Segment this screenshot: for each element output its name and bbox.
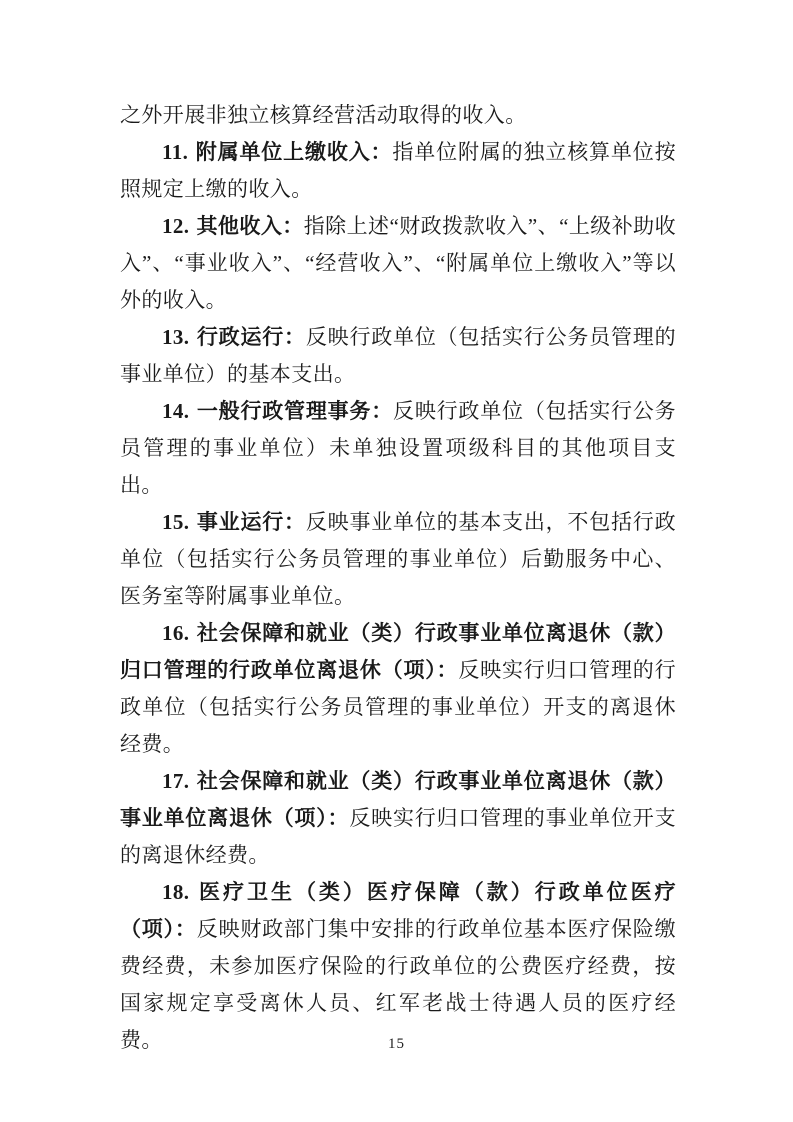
item-definition: 反映事业单位的基本支出，不包括行政单位（包括实行公务员管理的事业单位）后勤服务中心、医务室等附属事业单位。 [120, 510, 676, 608]
item-definition: 指单位附属的独立核算单位按照规定上缴的收入。 [120, 140, 676, 201]
item-number: 17. [162, 769, 190, 793]
item-number: 14. [162, 399, 190, 423]
item-definition: 指除上述“财政拨款收入”、“上级补助收入”、“事业收入”、“经营收入”、“附属单位上缴收入”等以外的收入。 [120, 214, 677, 312]
item-number: 13. [162, 325, 190, 349]
glossary-item-11 [120, 134, 676, 208]
glossary-item-16 [120, 615, 676, 763]
item-number: 18. [162, 880, 190, 904]
item-title: 附属单位上缴收入： [195, 140, 393, 164]
item-definition: 反映实行归口管理的事业单位开支的离退休经费。 [120, 806, 676, 867]
item-definition: 反映行政单位（包括实行公务员管理的事业单位）未单独设置项级科目的其他项目支出。 [120, 399, 676, 497]
glossary-item-18 [120, 874, 676, 1059]
item-definition: 反映财政部门集中安排的行政单位基本医疗保险缴费经费，未参加医疗保险的行政单位的公费医疗经费，按国家规定享受离休人员、红军老战士待遇人员的医疗经费。 [120, 917, 676, 1052]
item-title: 事业运行： [196, 510, 306, 534]
item-number: 11. [162, 140, 189, 164]
item-title: 其他收入： [196, 214, 304, 238]
item-number: 16. [162, 621, 190, 645]
item-number: 12. [162, 214, 190, 238]
item-title: 一般行政管理事务： [196, 399, 394, 423]
page-number: 15 [388, 1036, 405, 1052]
glossary-item-13 [120, 319, 676, 393]
glossary-item-17 [120, 763, 676, 874]
item-title: 医疗卫生（类）医疗保障（款）行政单位医疗（项）： [120, 880, 676, 941]
document-body [120, 97, 676, 1059]
item-definition: 之外开展非独立核算经营活动取得的收入。 [120, 103, 527, 127]
item-definition: 反映行政单位（包括实行公务员管理的事业单位）的基本支出。 [120, 325, 676, 386]
item-number: 15. [162, 510, 190, 534]
paragraph-continuation [120, 97, 676, 134]
item-definition: 反映实行归口管理的行政单位（包括实行公务员管理的事业单位）开支的离退休经费。 [120, 658, 676, 756]
glossary-item-12 [120, 208, 676, 319]
item-title: 社会保障和就业（类）行政事业单位离退休（款）事业单位离退休（项）： [120, 769, 676, 830]
glossary-item-15 [120, 504, 676, 615]
item-title: 社会保障和就业（类）行政事业单位离退休（款）归口管理的行政单位离退休（项）： [120, 621, 676, 682]
item-title: 行政运行： [196, 325, 306, 349]
glossary-item-14 [120, 393, 676, 504]
